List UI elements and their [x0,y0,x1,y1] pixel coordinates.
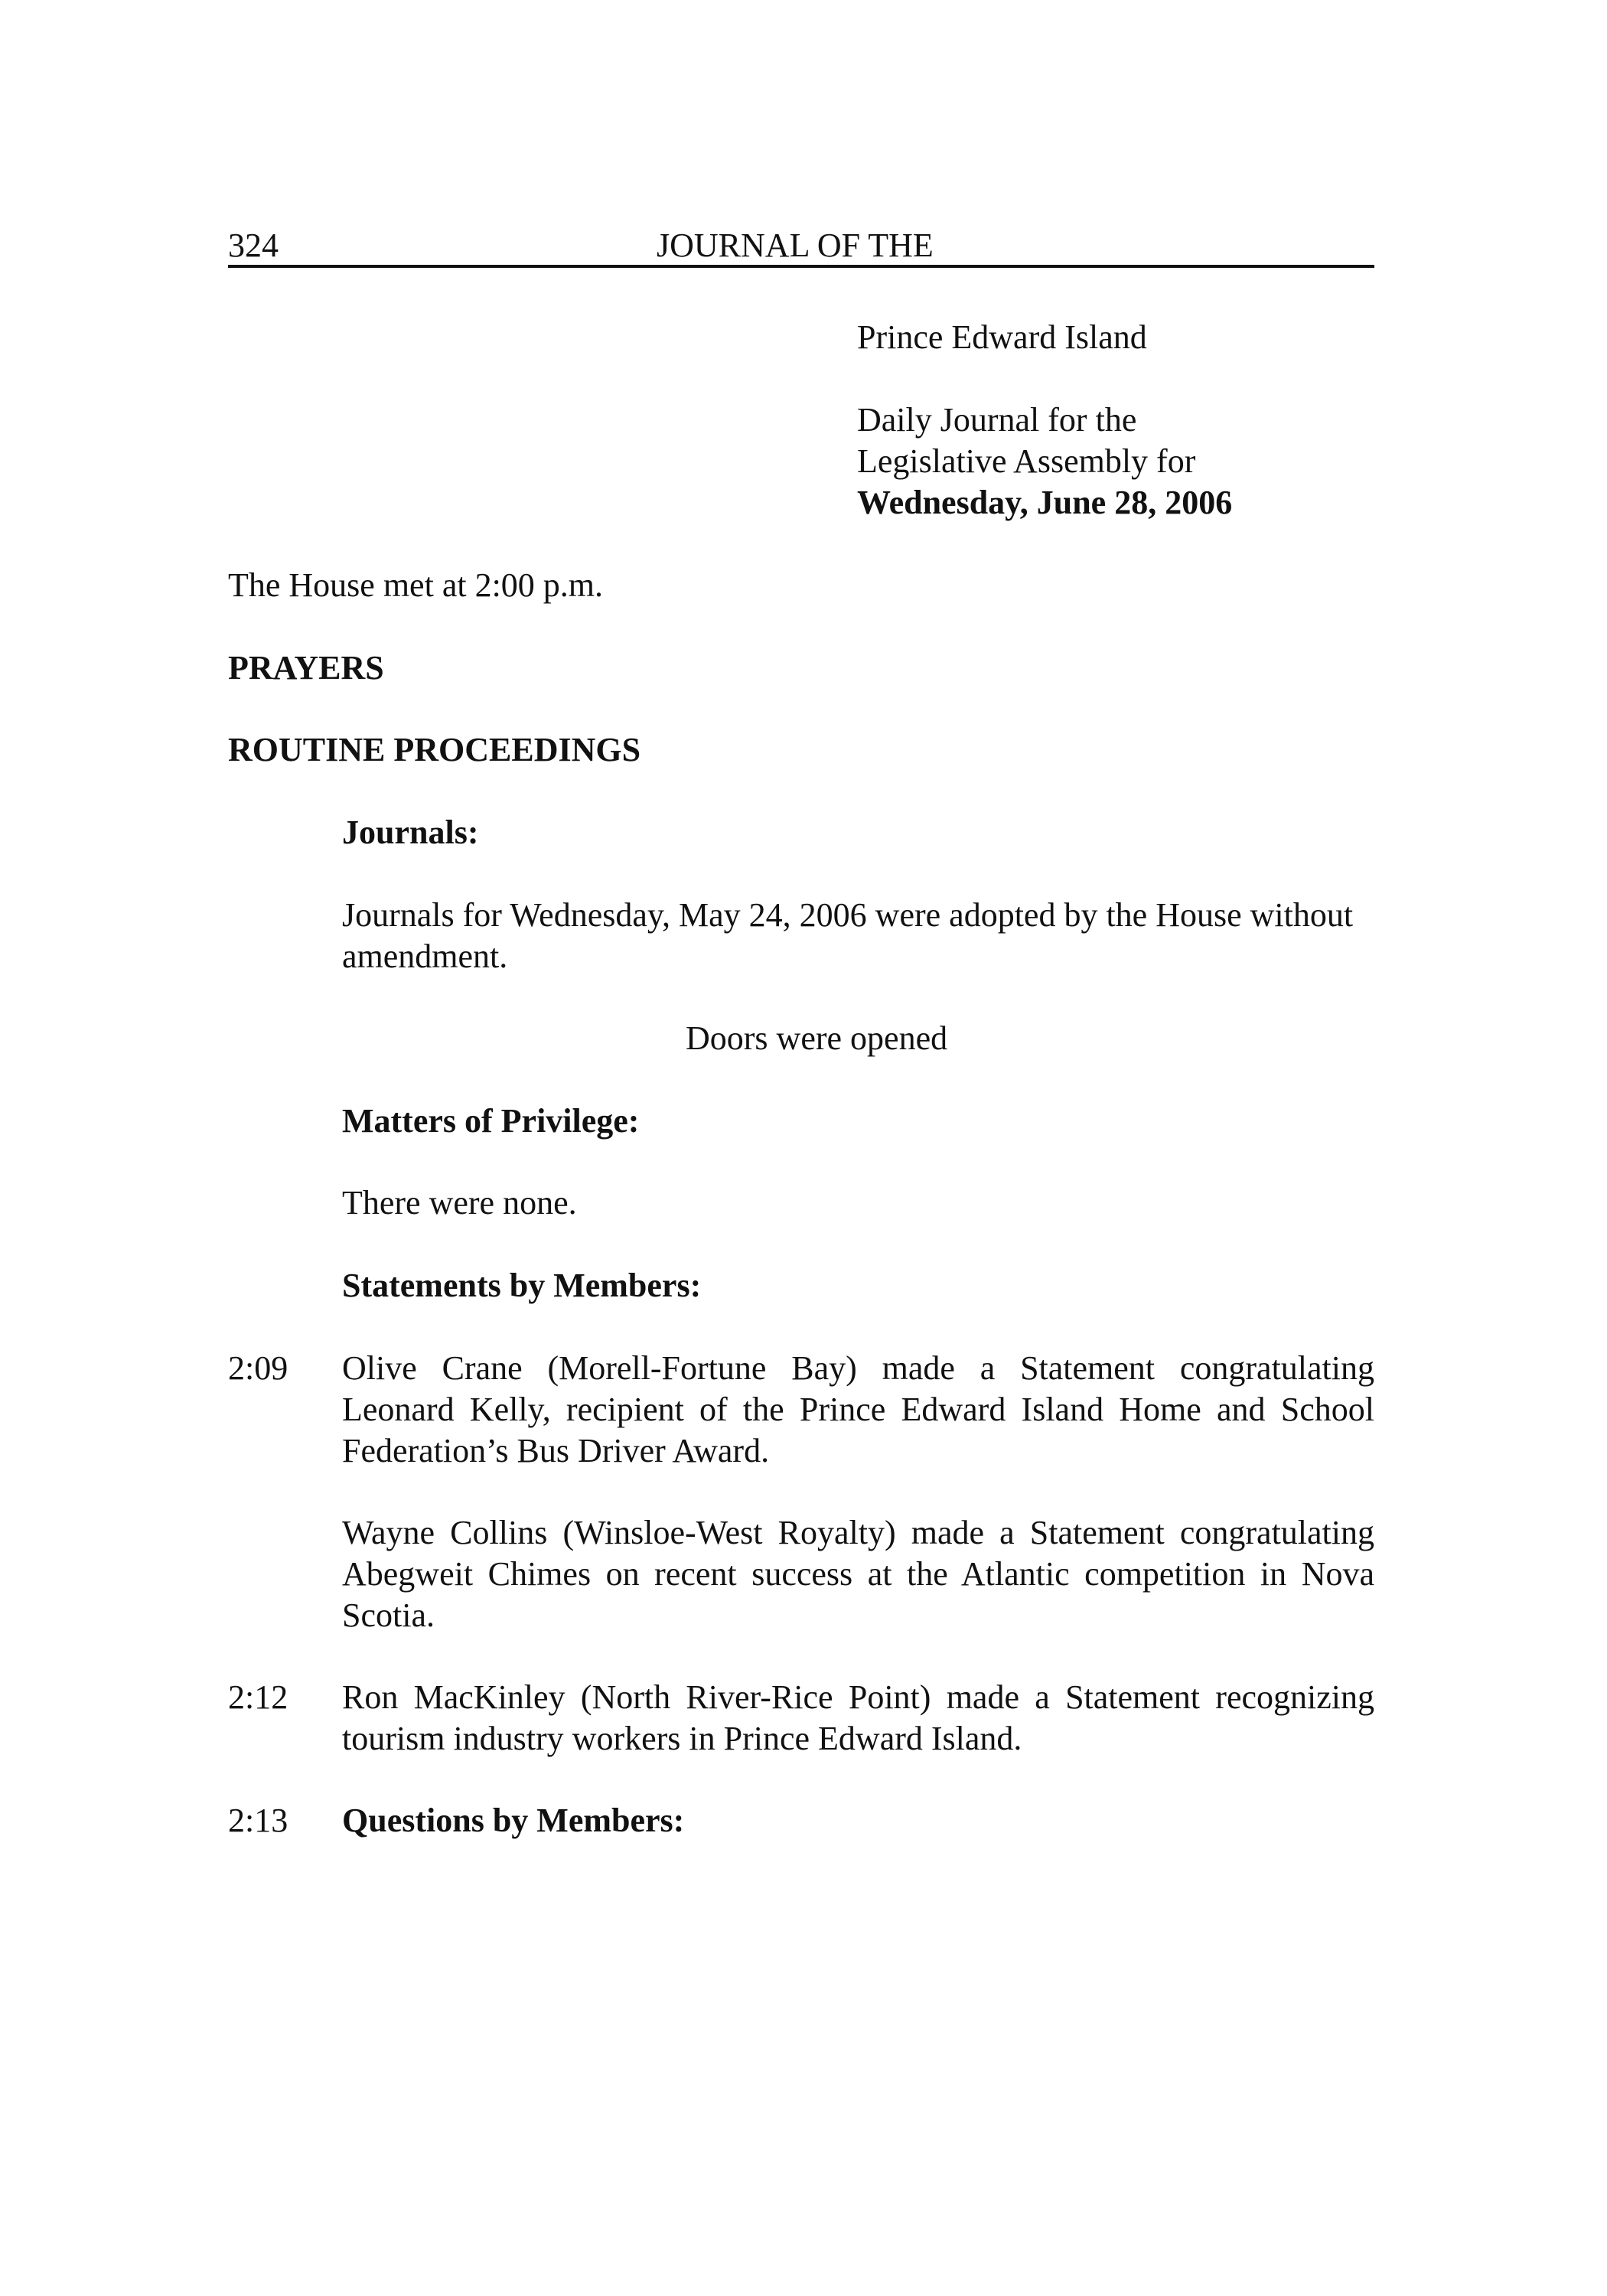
doors-opened-text: Doors were opened [686,1019,948,1057]
journals-paragraph [342,895,1374,977]
header-rule [228,265,1374,268]
statement-entry [342,1677,1374,1760]
statement-line: Wayne Collins (Winsloe-West Royalty) made a Statement congratulating [342,1514,1374,1551]
running-title: JOURNAL OF THE [657,227,934,264]
title-line-2: Legislative Assembly for [857,442,1196,480]
statements-heading: Statements by Members: [342,1267,702,1304]
journal-date: Wednesday, June 28, 2006 [857,484,1233,521]
journals-text-line: amendment. [342,938,508,975]
questions-time: 2:13 [228,1802,288,1839]
prayers-heading: PRAYERS [228,649,384,687]
statement-line: Leonard Kelly, recipient of the Prince Edward Island Home and School [342,1391,1374,1428]
title-line-1: Daily Journal for the [857,401,1137,439]
journals-text-line: Journals for Wednesday, May 24, 2006 were adopted by the House without [342,896,1354,934]
privilege-heading: Matters of Privilege: [342,1102,640,1140]
routine-proceedings-heading: ROUTINE PROCEEDINGS [228,731,641,768]
page-number: 324 [228,227,279,264]
questions-heading: Questions by Members: [342,1802,685,1839]
statement-line: Olive Crane (Morell-Fortune Bay) made a Statement congratulating [342,1349,1374,1387]
statement-line: Ron MacKinley (North River-Rice Point) made a Statement recognizing [342,1678,1374,1716]
statement-entry [342,1512,1374,1636]
statement-entry [342,1348,1374,1472]
province-name: Prince Edward Island [857,318,1147,356]
entry-time: 2:12 [228,1678,288,1716]
privilege-text: There were none. [342,1184,577,1221]
entry-time: 2:09 [228,1349,288,1387]
statement-line: tourism industry workers in Prince Edward Island. [342,1720,1022,1757]
statement-line: Abegweit Chimes on recent success at the Atlantic competition in Nova [342,1555,1374,1593]
statement-line: Federation’s Bus Driver Award. [342,1432,770,1469]
house-met-text: The House met at 2:00 p.m. [228,566,604,604]
statement-line: Scotia. [342,1596,435,1634]
journals-heading: Journals: [342,814,479,851]
